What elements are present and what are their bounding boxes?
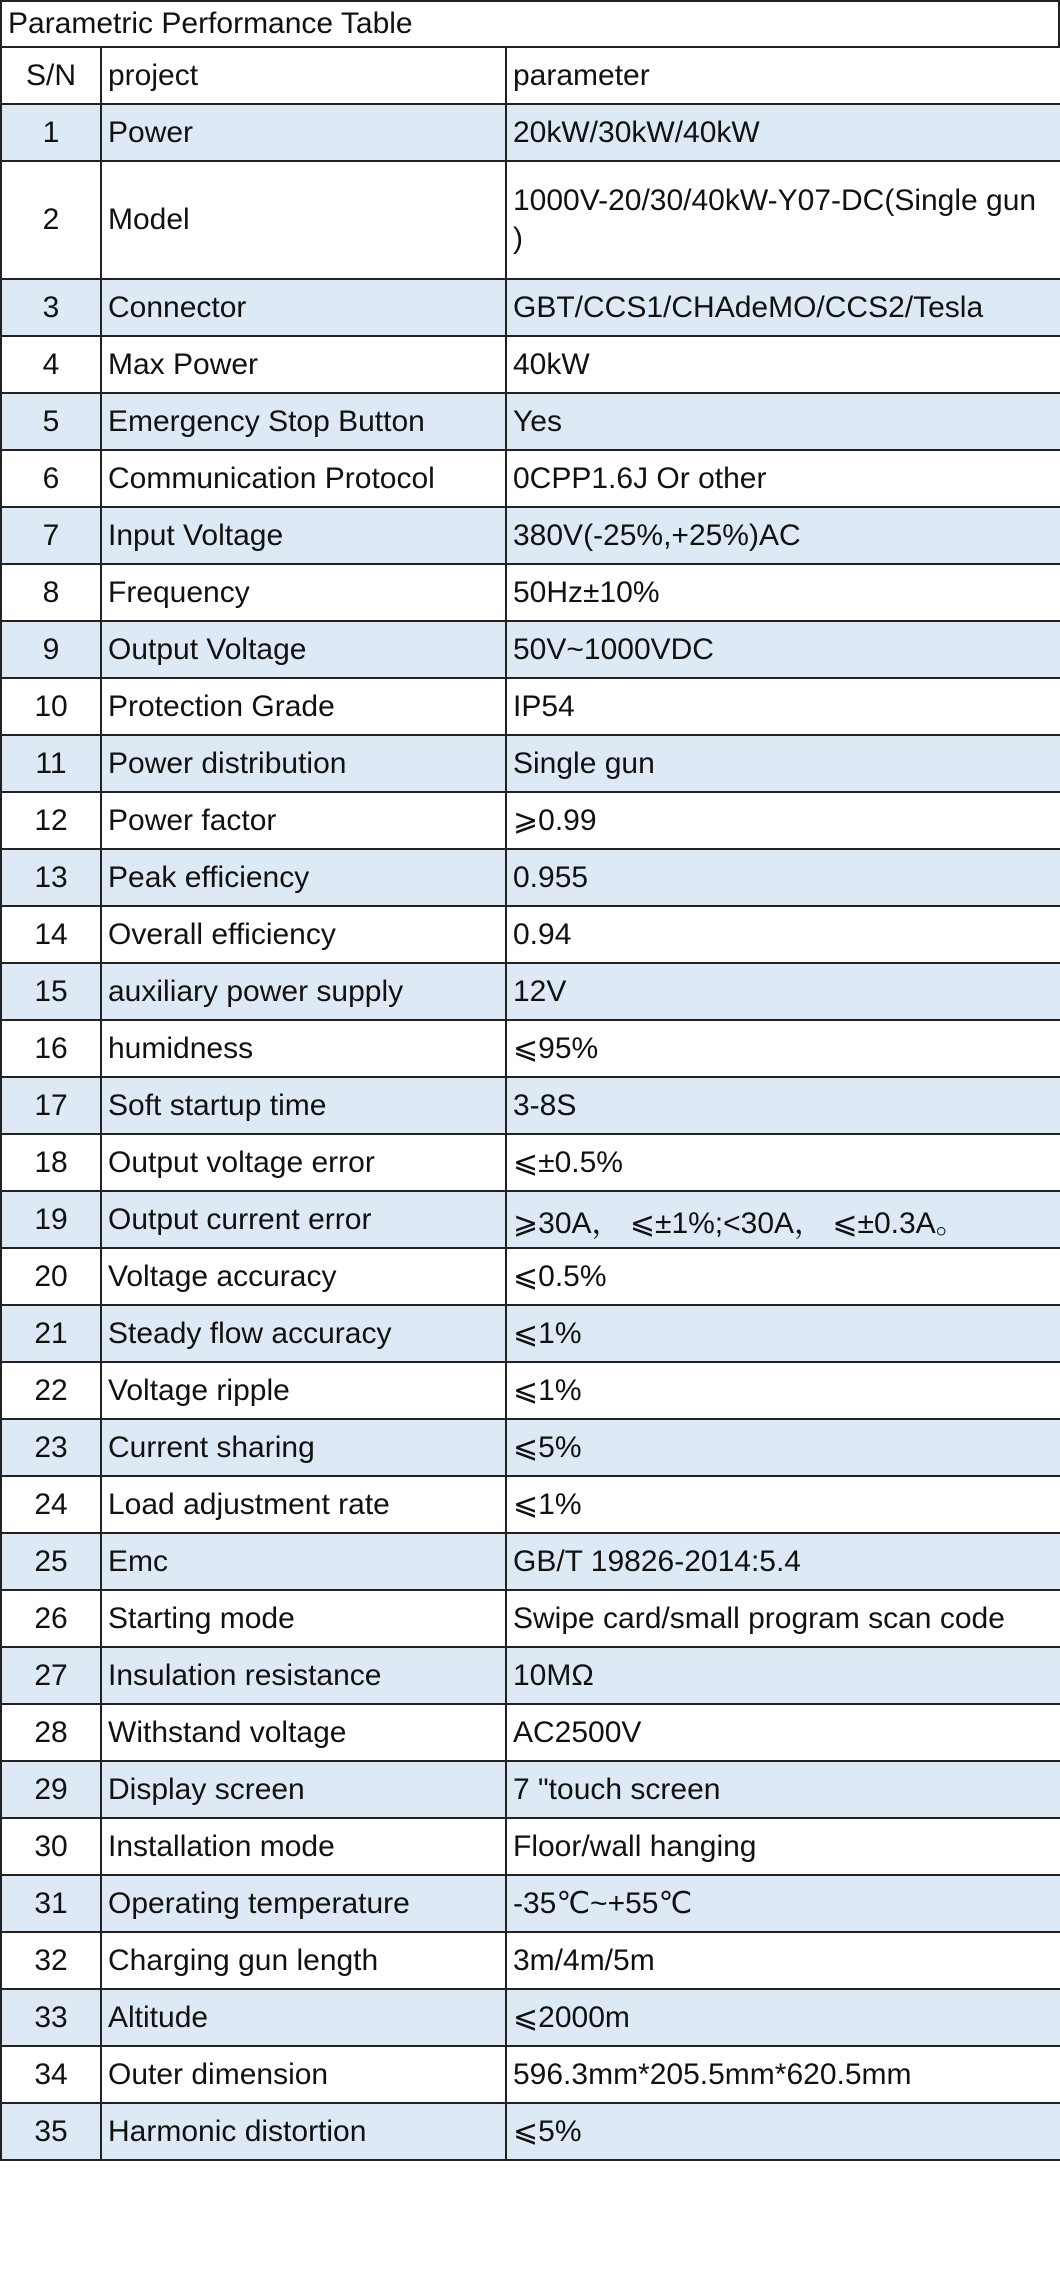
cell-parameter: GBT/CCS1/CHAdeMO/CCS2/Tesla: [506, 279, 1060, 336]
cell-parameter: 40kW: [506, 336, 1060, 393]
cell-project: Starting mode: [101, 1590, 506, 1647]
cell-parameter: IP54: [506, 678, 1060, 735]
cell-project: Insulation resistance: [101, 1647, 506, 1704]
table-row: [1, 1875, 1060, 1932]
cell-parameter: 3m/4m/5m: [506, 1932, 1060, 1989]
cell-project: Power distribution: [101, 735, 506, 792]
cell-project: Overall efficiency: [101, 906, 506, 963]
cell-sn: 6: [1, 450, 101, 507]
cell-sn: 2: [1, 161, 101, 279]
cell-parameter: Single gun: [506, 735, 1060, 792]
cell-parameter: 10MΩ: [506, 1647, 1060, 1704]
cell-sn: 35: [1, 2103, 101, 2160]
cell-sn: 27: [1, 1647, 101, 1704]
cell-project: Display screen: [101, 1761, 506, 1818]
cell-sn: 34: [1, 2046, 101, 2103]
table-row: [1, 1761, 1060, 1818]
table-row: [1, 564, 1060, 621]
cell-parameter: ⩽5%: [506, 1419, 1060, 1476]
cell-parameter: GB/T 19826-2014:5.4: [506, 1533, 1060, 1590]
cell-sn: 4: [1, 336, 101, 393]
cell-project: Emc: [101, 1533, 506, 1590]
cell-parameter: -35℃~+55℃: [506, 1875, 1060, 1932]
cell-parameter: 0.94: [506, 906, 1060, 963]
cell-project: Steady flow accuracy: [101, 1305, 506, 1362]
table-row: [1, 1932, 1060, 1989]
cell-parameter: ⩽±0.5%: [506, 1134, 1060, 1191]
table-row: [1, 2046, 1060, 2103]
cell-parameter: ⩾30A， ⩽±1%;<30A， ⩽±0.3A。: [506, 1191, 1060, 1248]
cell-sn: 30: [1, 1818, 101, 1875]
cell-project: Input Voltage: [101, 507, 506, 564]
table-body: [1, 47, 1060, 2160]
table-row: [1, 1134, 1060, 1191]
table-row: [1, 1590, 1060, 1647]
cell-parameter: 50Hz±10%: [506, 564, 1060, 621]
cell-sn: 31: [1, 1875, 101, 1932]
table-row: [1, 963, 1060, 1020]
cell-project: Emergency Stop Button: [101, 393, 506, 450]
cell-parameter: Yes: [506, 393, 1060, 450]
table-row: [1, 1989, 1060, 2046]
cell-parameter: ⩽2000m: [506, 1989, 1060, 2046]
cell-sn: 33: [1, 1989, 101, 2046]
cell-sn: 26: [1, 1590, 101, 1647]
table-row: [1, 1818, 1060, 1875]
cell-project: Installation mode: [101, 1818, 506, 1875]
table-row: [1, 849, 1060, 906]
cell-project: Output Voltage: [101, 621, 506, 678]
cell-sn: 28: [1, 1704, 101, 1761]
cell-parameter: 380V(-25%,+25%)AC: [506, 507, 1060, 564]
cell-sn: 9: [1, 621, 101, 678]
cell-project: Current sharing: [101, 1419, 506, 1476]
table-row: [1, 1305, 1060, 1362]
cell-project: Voltage ripple: [101, 1362, 506, 1419]
table-row: [1, 792, 1060, 849]
table-row: [1, 621, 1060, 678]
table-title: Parametric Performance Table: [0, 0, 1060, 46]
cell-sn: 14: [1, 906, 101, 963]
table-row: [1, 450, 1060, 507]
cell-sn: 10: [1, 678, 101, 735]
cell-sn: 23: [1, 1419, 101, 1476]
table-row: [1, 104, 1060, 161]
table-row: [1, 1647, 1060, 1704]
cell-project: Frequency: [101, 564, 506, 621]
cell-project: Model: [101, 161, 506, 279]
cell-parameter: Floor/wall hanging: [506, 1818, 1060, 1875]
cell-project: Peak efficiency: [101, 849, 506, 906]
table-header-row: [1, 47, 1060, 104]
cell-sn: 24: [1, 1476, 101, 1533]
cell-project: Output voltage error: [101, 1134, 506, 1191]
cell-parameter: ⩽1%: [506, 1476, 1060, 1533]
cell-project: Harmonic distortion: [101, 2103, 506, 2160]
cell-parameter: ⩽0.5%: [506, 1248, 1060, 1305]
parameter-table: [0, 46, 1060, 2161]
cell-project: Protection Grade: [101, 678, 506, 735]
table-row: [1, 678, 1060, 735]
cell-sn: 22: [1, 1362, 101, 1419]
cell-sn: 17: [1, 1077, 101, 1134]
cell-project: humidness: [101, 1020, 506, 1077]
cell-project: Operating temperature: [101, 1875, 506, 1932]
cell-sn: 11: [1, 735, 101, 792]
cell-sn: 13: [1, 849, 101, 906]
cell-parameter: 50V~1000VDC: [506, 621, 1060, 678]
table-row: [1, 1704, 1060, 1761]
cell-project: auxiliary power supply: [101, 963, 506, 1020]
cell-project: Voltage accuracy: [101, 1248, 506, 1305]
cell-parameter: 1000V-20/30/40kW-Y07-DC(Single gun ): [506, 161, 1060, 279]
cell-sn: 8: [1, 564, 101, 621]
table-row: [1, 507, 1060, 564]
cell-project: Max Power: [101, 336, 506, 393]
header-parameter: parameter: [506, 47, 1060, 104]
table-row: [1, 1020, 1060, 1077]
cell-sn: 3: [1, 279, 101, 336]
cell-parameter: AC2500V: [506, 1704, 1060, 1761]
cell-parameter: Swipe card/small program scan code: [506, 1590, 1060, 1647]
table-row: [1, 336, 1060, 393]
cell-sn: 25: [1, 1533, 101, 1590]
cell-project: Load adjustment rate: [101, 1476, 506, 1533]
table-row: [1, 1191, 1060, 1248]
table-row: [1, 393, 1060, 450]
cell-project: Connector: [101, 279, 506, 336]
cell-sn: 15: [1, 963, 101, 1020]
cell-parameter: ⩽1%: [506, 1305, 1060, 1362]
cell-sn: 12: [1, 792, 101, 849]
cell-project: Withstand voltage: [101, 1704, 506, 1761]
cell-sn: 1: [1, 104, 101, 161]
cell-sn: 16: [1, 1020, 101, 1077]
cell-project: Charging gun length: [101, 1932, 506, 1989]
table-row: [1, 906, 1060, 963]
cell-project: Output current error: [101, 1191, 506, 1248]
cell-parameter: 3-8S: [506, 1077, 1060, 1134]
cell-parameter: ⩾0.99: [506, 792, 1060, 849]
table-row: [1, 1419, 1060, 1476]
cell-parameter: ⩽95%: [506, 1020, 1060, 1077]
cell-parameter: 596.3mm*205.5mm*620.5mm: [506, 2046, 1060, 2103]
cell-parameter: 12V: [506, 963, 1060, 1020]
cell-parameter: 0.955: [506, 849, 1060, 906]
cell-sn: 19: [1, 1191, 101, 1248]
cell-parameter: 20kW/30kW/40kW: [506, 104, 1060, 161]
cell-project: Power factor: [101, 792, 506, 849]
cell-parameter: ⩽1%: [506, 1362, 1060, 1419]
cell-sn: 7: [1, 507, 101, 564]
cell-parameter: 0CPP1.6J Or other: [506, 450, 1060, 507]
cell-sn: 21: [1, 1305, 101, 1362]
cell-sn: 32: [1, 1932, 101, 1989]
cell-project: Altitude: [101, 1989, 506, 2046]
table-row: [1, 279, 1060, 336]
cell-sn: 29: [1, 1761, 101, 1818]
cell-parameter: 7 "touch screen: [506, 1761, 1060, 1818]
cell-sn: 5: [1, 393, 101, 450]
cell-project: Soft startup time: [101, 1077, 506, 1134]
header-sn: S/N: [1, 47, 101, 104]
header-project: project: [101, 47, 506, 104]
cell-project: Outer dimension: [101, 2046, 506, 2103]
cell-parameter: ⩽5%: [506, 2103, 1060, 2160]
table-row: [1, 1248, 1060, 1305]
table-row: [1, 1077, 1060, 1134]
cell-project: Communication Protocol: [101, 450, 506, 507]
table-row: [1, 1476, 1060, 1533]
cell-project: Power: [101, 104, 506, 161]
table-row: [1, 735, 1060, 792]
cell-sn: 20: [1, 1248, 101, 1305]
table-row: [1, 161, 1060, 279]
table-row: [1, 2103, 1060, 2160]
table-row: [1, 1533, 1060, 1590]
cell-sn: 18: [1, 1134, 101, 1191]
table-row: [1, 1362, 1060, 1419]
